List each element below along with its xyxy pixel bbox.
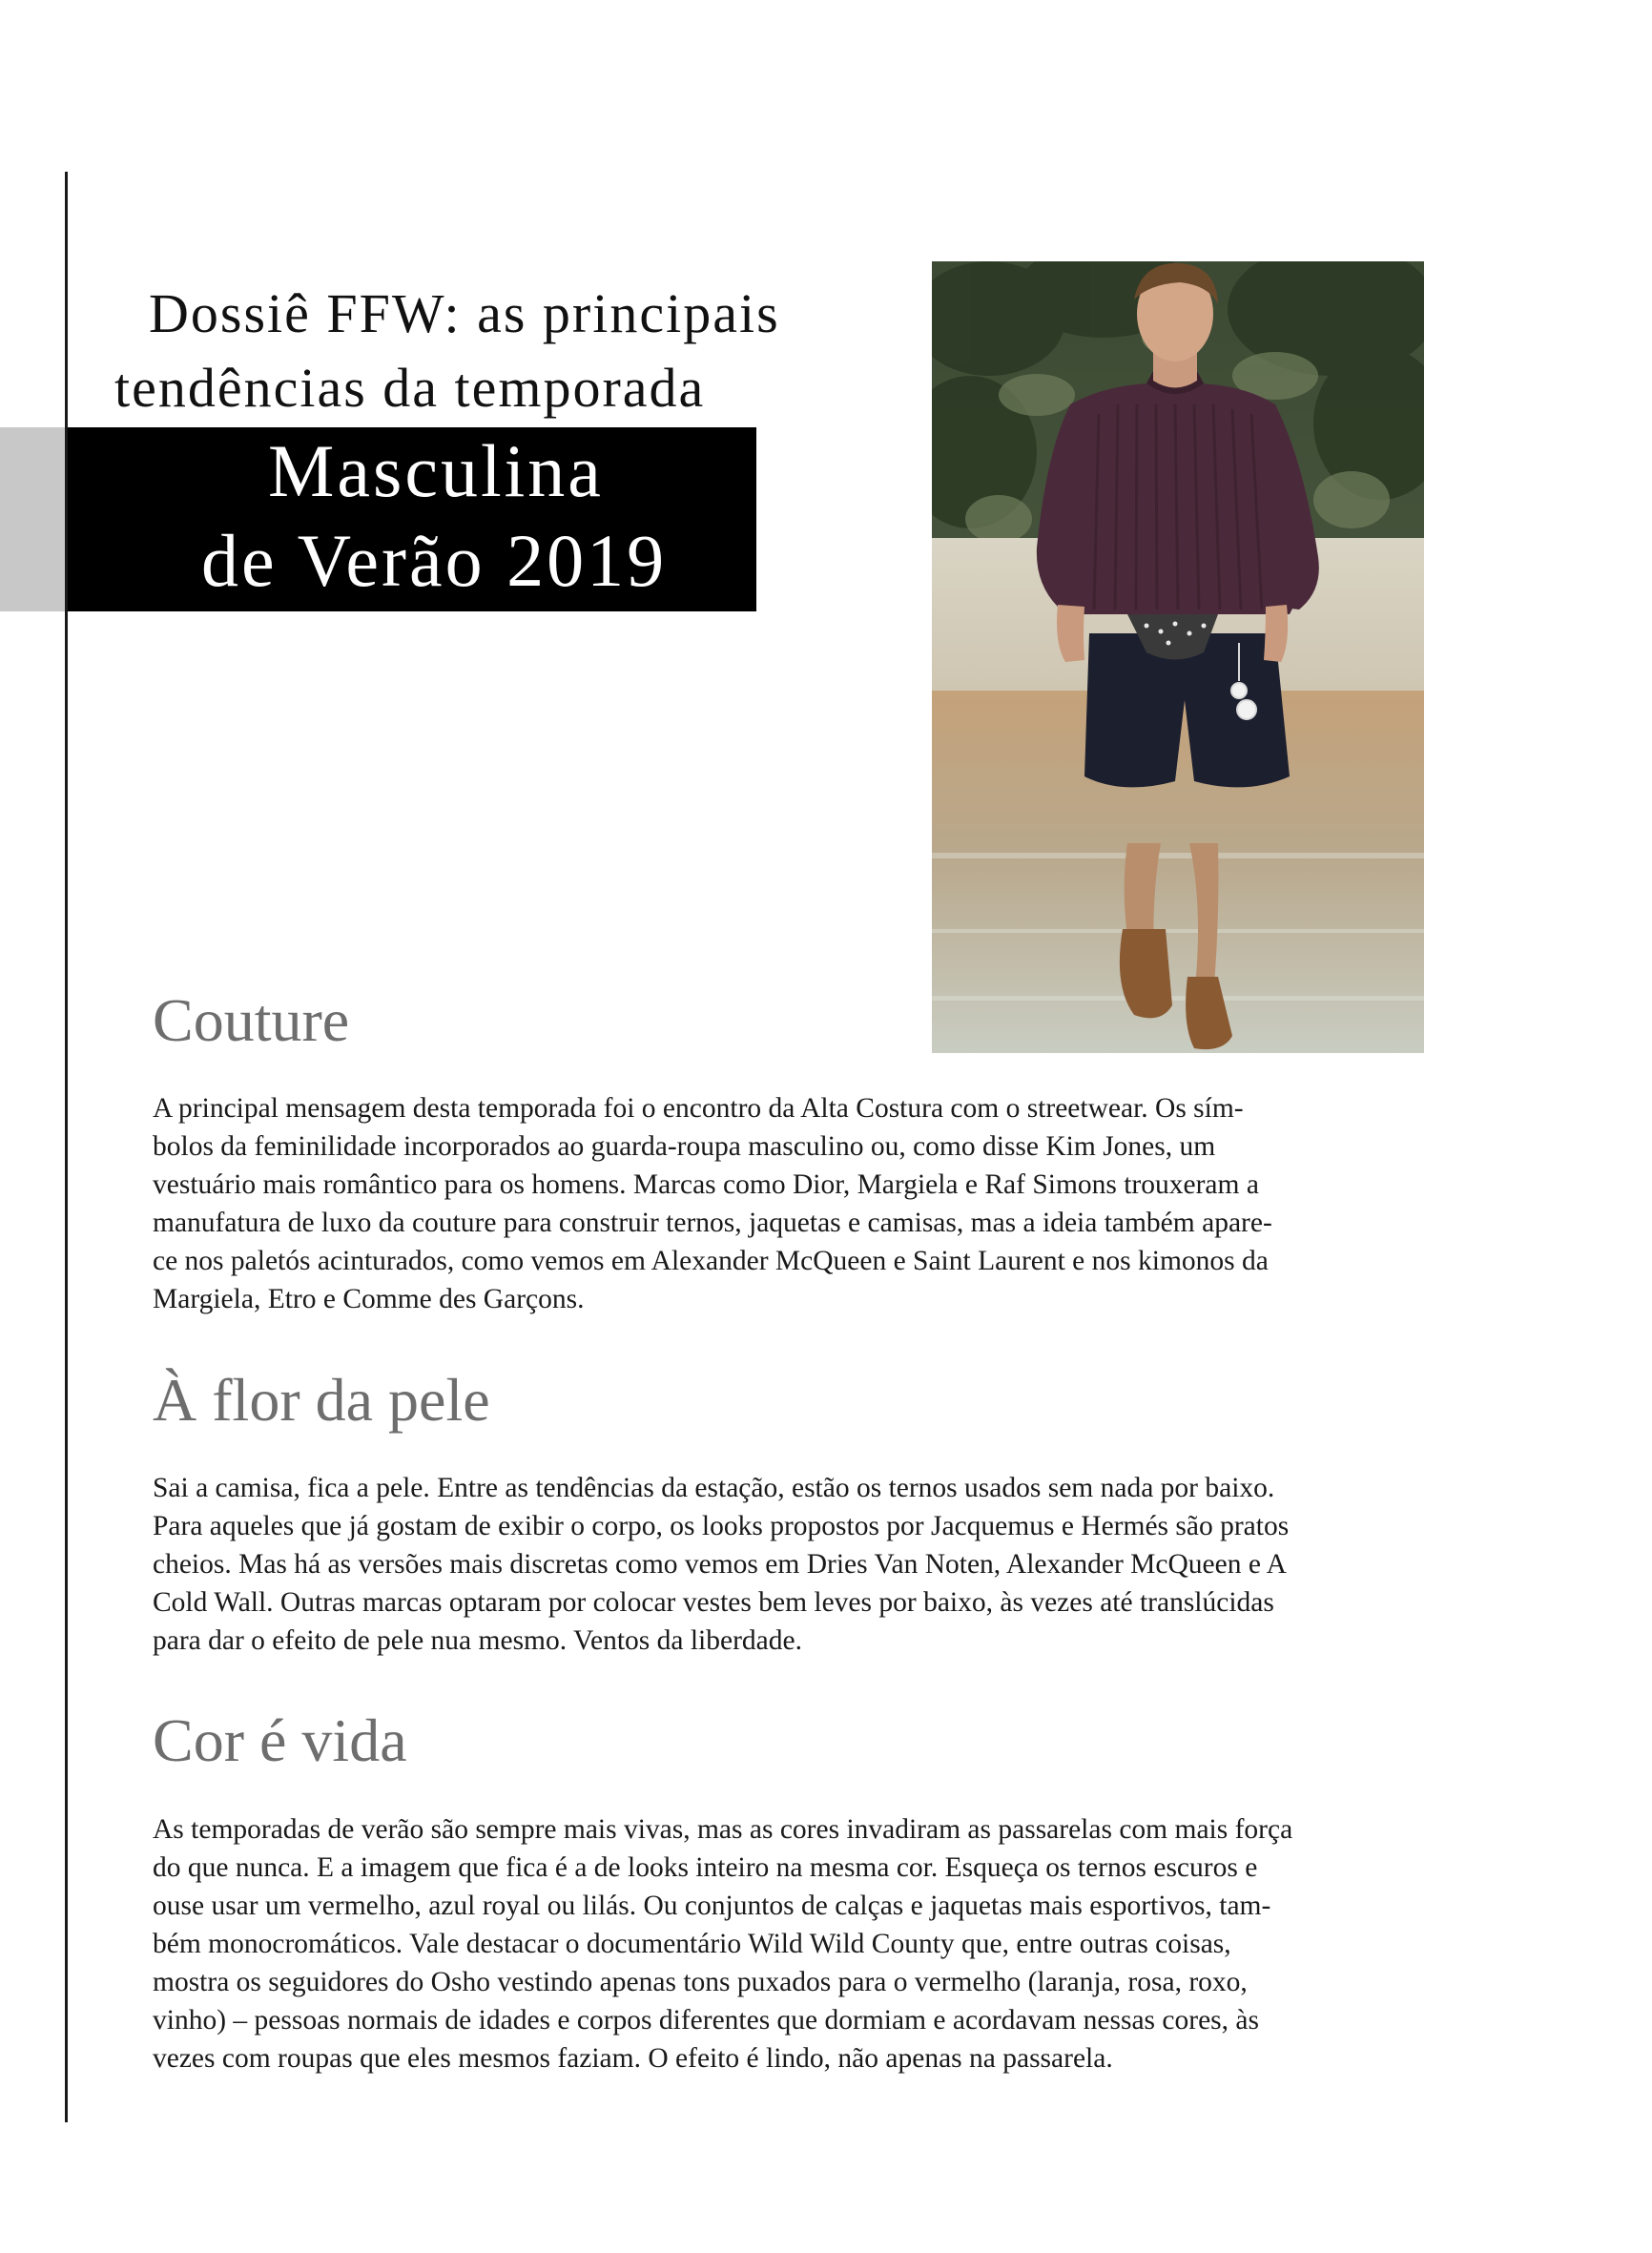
body-line: manufatura de luxo da couture para construir ternos, jaquetas e camisas, mas a ideia também apare- bbox=[153, 1208, 1272, 1238]
body-line: A principal mensagem desta temporada foi o encontro da Alta Costura com o streetwear. Os sím- bbox=[153, 1093, 1244, 1124]
body-line: ce nos paletós acinturados, como vemos em Alexander McQueen e Saint Laurent e nos kimonos da bbox=[153, 1246, 1269, 1276]
body-line: bém monocromáticos. Vale destacar o documentário Wild Wild County que, entre outras coisas, bbox=[153, 1929, 1231, 1959]
runway-photo bbox=[932, 261, 1424, 1053]
title-line-2: de Verão 2019 bbox=[201, 519, 668, 602]
body-line: As temporadas de verão são sempre mais vivas, mas as cores invadiram as passarelas com mais força bbox=[153, 1814, 1293, 1845]
section-body-cor-e-vida bbox=[153, 1810, 1435, 2077]
section-title-cor-e-vida: Cor é vida bbox=[153, 1706, 407, 1774]
kicker-line-1: Dossiê FFW: as principais bbox=[149, 282, 780, 344]
section-body-couture bbox=[153, 1089, 1435, 1318]
body-line: vestuário mais romântico para os homens. Marcas como Dior, Margiela e Raf Simons trouxeram a bbox=[153, 1169, 1259, 1200]
body-line: vezes com roupas que eles mesmos faziam. O efeito é lindo, não apenas na passarela. bbox=[153, 2043, 1113, 2074]
section-body-flor-da-pele bbox=[153, 1469, 1435, 1660]
grey-side-tab bbox=[0, 427, 65, 611]
body-line: Margiela, Etro e Comme des Garçons. bbox=[153, 1284, 585, 1314]
body-line: vinho) – pessoas normais de idades e corpos diferentes que dormiam e acordavam nessas cores, às bbox=[153, 2005, 1259, 2036]
runway-model-illustration bbox=[932, 261, 1424, 1053]
body-line: ouse usar um vermelho, azul royal ou lilás. Ou conjuntos de calças e jaquetas mais esportivos, tam- bbox=[153, 1891, 1271, 1921]
body-line: bolos da feminilidade incorporados ao guarda-roupa masculino ou, como disse Kim Jones, um bbox=[153, 1131, 1216, 1162]
body-line: Para aqueles que já gostam de exibir o corpo, os looks propostos por Jacquemus e Hermés são pratos bbox=[153, 1511, 1290, 1541]
body-line: cheios. Mas há as versões mais discretas como vemos em Dries Van Noten, Alexander McQueen e A bbox=[153, 1549, 1287, 1580]
body-line: mostra os seguidores do Osho vestindo apenas tons puxados para o vermelho (laranja, rosa, roxo, bbox=[153, 1967, 1248, 1997]
article-kicker bbox=[114, 277, 878, 425]
kicker-line-2: tendências da temporada bbox=[114, 357, 706, 419]
body-line: Cold Wall. Outras marcas optaram por colocar vestes bem leves por baixo, às vezes até translúcidas bbox=[153, 1587, 1274, 1618]
body-line: Sai a camisa, fica a pele. Entre as tendências da estação, estão os ternos usados sem nada por baixo. bbox=[153, 1473, 1275, 1503]
body-line: para dar o efeito de pele nua mesmo. Ventos da liberdade. bbox=[153, 1625, 802, 1656]
body-line: do que nunca. E a imagem que fica é a de looks inteiro na mesma cor. Esqueça os ternos escuros e bbox=[153, 1852, 1258, 1883]
section-title-couture: Couture bbox=[153, 986, 350, 1054]
title-line-1: Masculina bbox=[268, 429, 604, 512]
section-title-flor-da-pele: À flor da pele bbox=[153, 1366, 490, 1434]
title-banner bbox=[68, 427, 756, 611]
